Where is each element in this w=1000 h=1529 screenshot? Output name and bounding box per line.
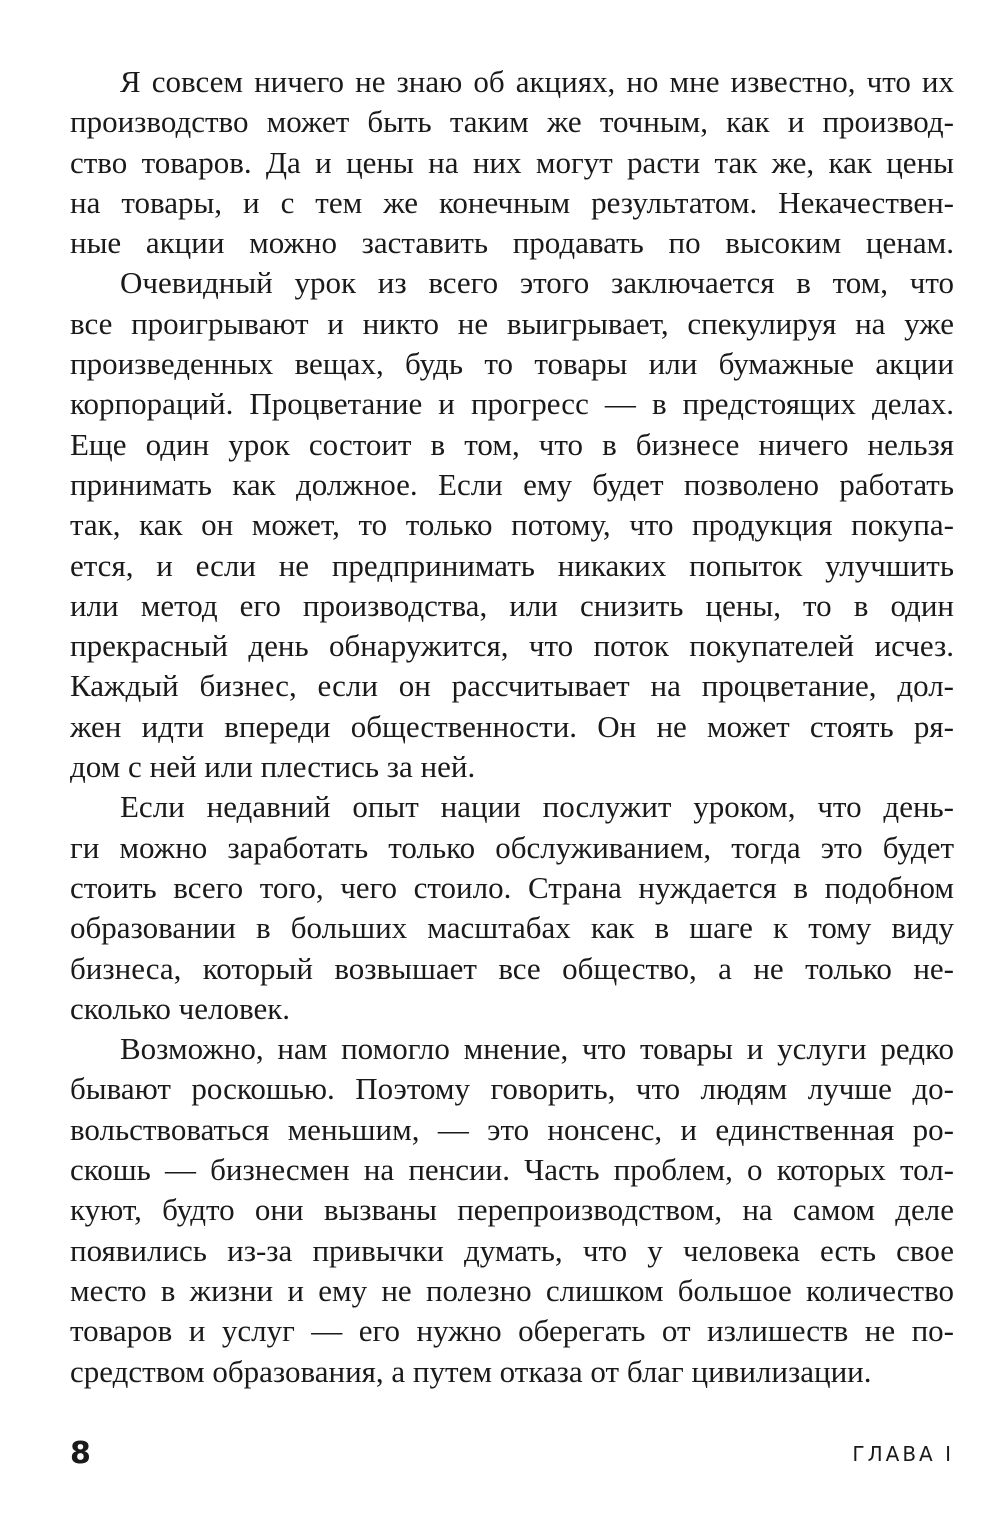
text-line: Если недавний опыт нации послужит уроком, что день- (120, 789, 954, 825)
text-line: место в жизни и ему не полезно слишком большое количество (70, 1272, 954, 1308)
text-line: Возможно, нам помогло мнение, что товары и услуги редко (120, 1031, 954, 1067)
text-line: Еще один урок состоит в том, что в бизнесе ничего нельзя (70, 426, 954, 462)
paragraph-2 (70, 263, 954, 787)
paragraph-4 (70, 1029, 954, 1392)
paragraph-3 (70, 787, 954, 1029)
text-line: Очевидный урок из всего этого заключается в том, что (120, 265, 954, 301)
text-line: или метод его производства, или снизить цены, то в один (70, 587, 954, 623)
text-line: производство может быть таким же точным, как и производ- (70, 104, 954, 140)
text-line: ные акции можно заставить продавать по высоким ценам. (70, 225, 954, 261)
text-line: стоить всего того, чего стоило. Страна нуждается в подобном (70, 869, 954, 905)
text-line: ги можно заработать только обслуживанием, тогда это будет (70, 829, 954, 865)
text-line: появились из-за привычки думать, что у человека есть свое (70, 1232, 954, 1268)
text-line: дом с ней или плестись за ней. (70, 749, 476, 785)
text-line: на товары, и с тем же конечным результатом. Некачествен- (70, 184, 954, 220)
text-line: так, как он может, то только потому, что продукция покупа- (70, 507, 954, 543)
text-line: все проигрывают и никто не выигрывает, спекулируя на уже (70, 305, 954, 341)
running-head: ГЛАВА I (852, 1442, 954, 1466)
text-line: образовании в больших масштабах как в шаге к тому виду (70, 910, 954, 946)
text-line: сколько человек. (70, 990, 291, 1026)
text-line: ется, и если не предпринимать никаких попыток улучшить (70, 547, 954, 583)
text-line: прекрасный день обнаружится, что поток покупателей исчез. (70, 628, 954, 664)
text-line: произведенных вещах, будь то товары или бумажные акции (70, 346, 954, 382)
text-line: ство товаров. Да и цены на них могут расти так же, как цены (70, 144, 954, 180)
text-line: Я совсем ничего не знаю об акциях, но мне известно, что их (120, 64, 954, 99)
text-line: вольствоваться меньшим, — это нонсенс, и единственная ро- (70, 1111, 954, 1147)
paragraph-1 (70, 62, 954, 263)
text-line: принимать как должное. Если ему будет позволено работать (70, 466, 954, 502)
page-footer (70, 1434, 954, 1474)
text-line: Каждый бизнес, если он рассчитывает на процветание, дол- (70, 668, 954, 704)
page-number: 8 (70, 1436, 91, 1471)
text-line: средством образования, а путем отказа от благ цивилизации. (70, 1353, 872, 1389)
text-line: бывают роскошью. Поэтому говорить, что людям лучше до- (70, 1071, 954, 1107)
text-line: товаров и услуг — его нужно оберегать от излишеств не по- (70, 1313, 954, 1349)
text-line: бизнеса, который возвышает все общество, а не только не- (70, 950, 954, 986)
text-line: корпораций. Процветание и прогресс — в предстоящих делах. (70, 386, 954, 422)
page-body (70, 62, 954, 1392)
text-line: скошь — бизнесмен на пенсии. Часть проблем, о которых тол- (70, 1152, 954, 1188)
text-line: куют, будто они вызваны перепроизводством, на самом деле (70, 1192, 954, 1228)
text-line: жен идти впереди общественности. Он не может стоять ря- (70, 708, 954, 744)
